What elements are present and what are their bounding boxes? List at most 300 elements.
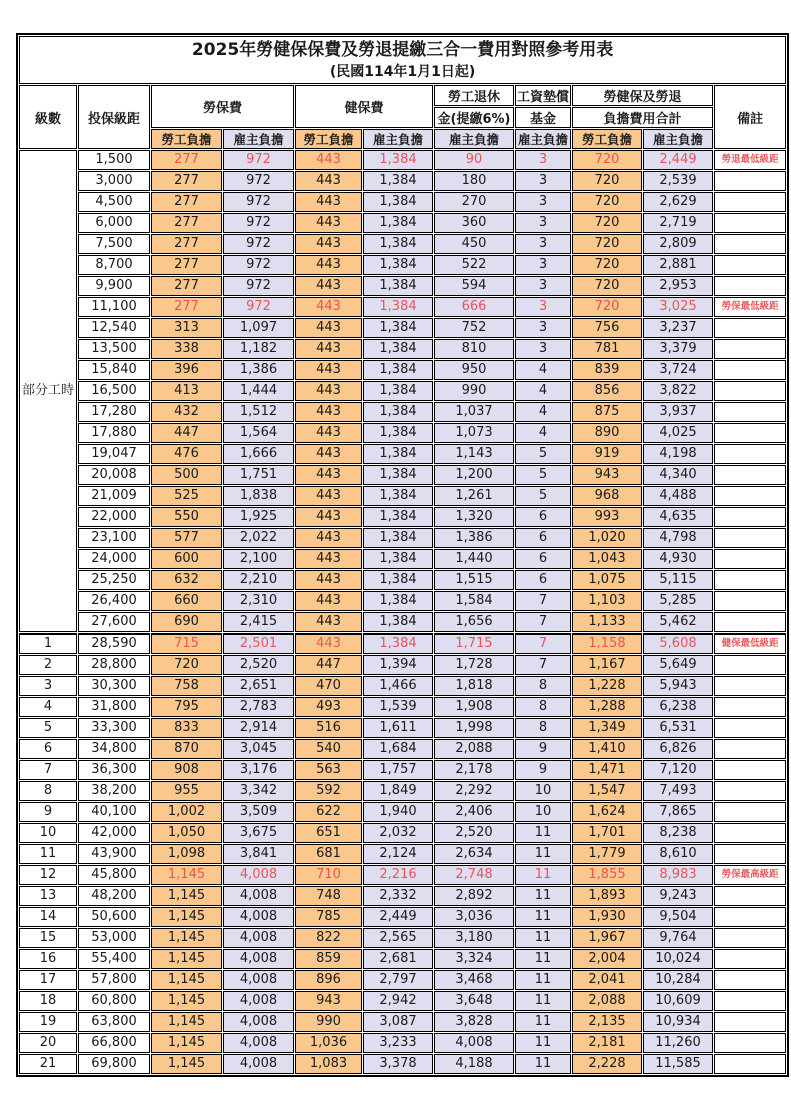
pension-employer-cell: 990 [434, 381, 514, 401]
health-employee-cell: 710 [295, 865, 362, 885]
table-row [19, 781, 786, 801]
labor-employer-cell: 972 [223, 276, 294, 296]
health-employer-cell: 2,681 [363, 949, 433, 969]
health-employer-cell: 3,378 [363, 1054, 433, 1074]
total-employer-cell: 2,629 [643, 192, 713, 212]
wage-fund-employer-cell: 11 [515, 1033, 571, 1053]
wage-fund-employer-cell: 7 [515, 655, 571, 675]
labor-employee-cell: 1,002 [151, 802, 222, 822]
total-employer-cell: 10,024 [643, 949, 713, 969]
pension-employer-cell: 1,715 [434, 633, 514, 654]
note-cell: 勞退最低級距 [714, 150, 786, 170]
total-employee-cell: 856 [572, 381, 642, 401]
labor-employer-cell: 3,176 [223, 760, 294, 780]
bracket-cell: 28,590 [78, 633, 150, 654]
health-employer-cell: 1,466 [363, 676, 433, 696]
labor-employer-cell: 2,651 [223, 676, 294, 696]
note-cell [714, 507, 786, 527]
note-cell [714, 718, 786, 738]
pension-employer-cell: 3,648 [434, 991, 514, 1011]
total-employer-cell: 7,865 [643, 802, 713, 822]
total-employer-cell: 2,809 [643, 234, 713, 254]
level-cell: 19 [19, 1012, 77, 1032]
total-employee-cell: 720 [572, 297, 642, 317]
pension-employer-cell: 2,634 [434, 844, 514, 864]
total-employee-cell: 720 [572, 192, 642, 212]
note-cell [714, 318, 786, 338]
total-employee-cell: 1,701 [572, 823, 642, 843]
health-employee-cell: 1,036 [295, 1033, 362, 1053]
health-employer-cell: 2,797 [363, 970, 433, 990]
total-employee-cell: 756 [572, 318, 642, 338]
wage-fund-employer-cell: 4 [515, 423, 571, 443]
labor-employee-cell: 277 [151, 192, 222, 212]
table-row [19, 823, 786, 843]
table-row [19, 844, 786, 864]
labor-employee-cell: 1,145 [151, 907, 222, 927]
health-employer-cell: 1,384 [363, 486, 433, 506]
labor-employer-cell: 1,444 [223, 381, 294, 401]
table-row [19, 1012, 786, 1032]
labor-employee-cell: 277 [151, 276, 222, 296]
labor-employee-cell: 413 [151, 381, 222, 401]
note-cell [714, 760, 786, 780]
labor-employer-cell: 4,008 [223, 1012, 294, 1032]
total-employee-cell: 720 [572, 213, 642, 233]
note-cell [714, 928, 786, 948]
wage-fund-employer-cell: 11 [515, 928, 571, 948]
level-cell: 20 [19, 1033, 77, 1053]
total-employer-cell: 2,539 [643, 171, 713, 191]
subheader-health-employer: 雇主負擔 [363, 129, 433, 149]
table-row [19, 192, 786, 212]
labor-employer-cell: 1,925 [223, 507, 294, 527]
table-row [19, 591, 786, 611]
health-employer-cell: 3,233 [363, 1033, 433, 1053]
total-employee-cell: 781 [572, 339, 642, 359]
wage-fund-employer-cell: 11 [515, 1054, 571, 1074]
total-employee-cell: 1,471 [572, 760, 642, 780]
labor-employee-cell: 447 [151, 423, 222, 443]
labor-employer-cell: 972 [223, 255, 294, 275]
level-cell: 7 [19, 760, 77, 780]
bracket-cell: 38,200 [78, 781, 150, 801]
pension-employer-cell: 1,728 [434, 655, 514, 675]
level-cell: 13 [19, 886, 77, 906]
total-employer-cell: 3,937 [643, 402, 713, 422]
level-cell: 8 [19, 781, 77, 801]
labor-employer-cell: 2,501 [223, 633, 294, 654]
health-employee-cell: 443 [295, 339, 362, 359]
col-header-level: 級數 [19, 85, 77, 149]
labor-employee-cell: 1,050 [151, 823, 222, 843]
bracket-cell: 55,400 [78, 949, 150, 969]
labor-employer-cell: 1,564 [223, 423, 294, 443]
note-cell [714, 739, 786, 759]
labor-employee-cell: 525 [151, 486, 222, 506]
pension-employer-cell: 1,261 [434, 486, 514, 506]
health-employee-cell: 443 [295, 486, 362, 506]
health-employee-cell: 592 [295, 781, 362, 801]
total-employee-cell: 720 [572, 171, 642, 191]
pension-employer-cell: 1,386 [434, 528, 514, 548]
labor-employee-cell: 1,145 [151, 970, 222, 990]
bracket-cell: 13,500 [78, 339, 150, 359]
total-employer-cell: 10,284 [643, 970, 713, 990]
wage-fund-employer-cell: 8 [515, 718, 571, 738]
labor-employer-cell: 972 [223, 297, 294, 317]
total-employer-cell: 9,243 [643, 886, 713, 906]
bracket-cell: 3,000 [78, 171, 150, 191]
note-cell [714, 591, 786, 611]
level-cell: 5 [19, 718, 77, 738]
bracket-cell: 60,800 [78, 991, 150, 1011]
note-cell [714, 1012, 786, 1032]
health-employee-cell: 540 [295, 739, 362, 759]
health-employer-cell: 1,384 [363, 507, 433, 527]
wage-fund-employer-cell: 10 [515, 802, 571, 822]
wage-fund-employer-cell: 4 [515, 381, 571, 401]
pension-employer-cell: 90 [434, 150, 514, 170]
table-row [19, 465, 786, 485]
bracket-cell: 11,100 [78, 297, 150, 317]
labor-employer-cell: 1,838 [223, 486, 294, 506]
bracket-cell: 25,250 [78, 570, 150, 590]
labor-employer-cell: 972 [223, 171, 294, 191]
health-employee-cell: 443 [295, 297, 362, 317]
note-cell [714, 444, 786, 464]
wage-fund-employer-cell: 11 [515, 970, 571, 990]
health-employer-cell: 2,032 [363, 823, 433, 843]
bracket-cell: 20,008 [78, 465, 150, 485]
level-cell: 1 [19, 633, 77, 654]
total-employee-cell: 2,181 [572, 1033, 642, 1053]
table-row [19, 318, 786, 338]
wage-fund-employer-cell: 4 [515, 402, 571, 422]
labor-employee-cell: 550 [151, 507, 222, 527]
labor-employee-cell: 1,145 [151, 1012, 222, 1032]
labor-employer-cell: 2,210 [223, 570, 294, 590]
total-employee-cell: 1,349 [572, 718, 642, 738]
health-employer-cell: 1,384 [363, 591, 433, 611]
pension-employer-cell: 1,584 [434, 591, 514, 611]
note-cell [714, 970, 786, 990]
bracket-cell: 50,600 [78, 907, 150, 927]
labor-employer-cell: 4,008 [223, 949, 294, 969]
level-cell: 18 [19, 991, 77, 1011]
bracket-cell: 26,400 [78, 591, 150, 611]
health-employee-cell: 443 [295, 570, 362, 590]
note-cell [714, 676, 786, 696]
health-employee-cell: 443 [295, 549, 362, 569]
pension-employer-cell: 450 [434, 234, 514, 254]
total-employer-cell: 4,798 [643, 528, 713, 548]
table-row [19, 402, 786, 422]
table-row [19, 907, 786, 927]
labor-employee-cell: 432 [151, 402, 222, 422]
table-row [19, 381, 786, 401]
pension-employer-cell: 180 [434, 171, 514, 191]
labor-employee-cell: 277 [151, 255, 222, 275]
labor-employer-cell: 1,512 [223, 402, 294, 422]
health-employer-cell: 1,384 [363, 423, 433, 443]
total-employee-cell: 1,133 [572, 612, 642, 632]
bracket-cell: 69,800 [78, 1054, 150, 1074]
health-employer-cell: 1,384 [363, 297, 433, 317]
total-employer-cell: 7,120 [643, 760, 713, 780]
note-cell [714, 234, 786, 254]
level-cell: 16 [19, 949, 77, 969]
bracket-cell: 43,900 [78, 844, 150, 864]
labor-employee-cell: 476 [151, 444, 222, 464]
subheader-labor-employer: 雇主負擔 [223, 129, 294, 149]
note-cell [714, 381, 786, 401]
table-row [19, 633, 786, 654]
subheader-health-employee: 勞工負擔 [295, 129, 362, 149]
total-employer-cell: 5,115 [643, 570, 713, 590]
labor-employee-cell: 908 [151, 760, 222, 780]
pension-employer-cell: 270 [434, 192, 514, 212]
health-employer-cell: 1,940 [363, 802, 433, 822]
note-cell [714, 949, 786, 969]
table-row [19, 360, 786, 380]
note-cell: 勞保最低級距 [714, 297, 786, 317]
labor-employee-cell: 1,145 [151, 865, 222, 885]
table-header [19, 36, 786, 149]
total-employer-cell: 8,238 [643, 823, 713, 843]
total-employer-cell: 5,462 [643, 612, 713, 632]
level-cell: 14 [19, 907, 77, 927]
total-employee-cell: 1,228 [572, 676, 642, 696]
health-employee-cell: 563 [295, 760, 362, 780]
pension-employer-cell: 3,180 [434, 928, 514, 948]
total-employee-cell: 1,930 [572, 907, 642, 927]
pension-employer-cell: 522 [434, 255, 514, 275]
note-cell [714, 781, 786, 801]
health-employee-cell: 443 [295, 507, 362, 527]
health-employee-cell: 443 [295, 423, 362, 443]
total-employee-cell: 720 [572, 276, 642, 296]
labor-employer-cell: 1,386 [223, 360, 294, 380]
wage-fund-employer-cell: 8 [515, 697, 571, 717]
total-employer-cell: 5,285 [643, 591, 713, 611]
total-employer-cell: 6,826 [643, 739, 713, 759]
bracket-cell: 40,100 [78, 802, 150, 822]
health-employer-cell: 1,384 [363, 276, 433, 296]
pension-employer-cell: 1,998 [434, 718, 514, 738]
subheader-labor-employee: 勞工負擔 [151, 129, 222, 149]
note-cell [714, 1033, 786, 1053]
note-cell [714, 1054, 786, 1074]
health-employee-cell: 443 [295, 591, 362, 611]
labor-employee-cell: 1,145 [151, 1054, 222, 1074]
labor-employer-cell: 3,675 [223, 823, 294, 843]
note-cell [714, 423, 786, 443]
bracket-cell: 7,500 [78, 234, 150, 254]
total-employer-cell: 9,764 [643, 928, 713, 948]
labor-employee-cell: 720 [151, 655, 222, 675]
pension-employer-cell: 2,406 [434, 802, 514, 822]
pension-employer-cell: 1,908 [434, 697, 514, 717]
total-employer-cell: 8,610 [643, 844, 713, 864]
table-row [19, 213, 786, 233]
wage-fund-employer-cell: 3 [515, 318, 571, 338]
col-header-labor-insurance: 勞保費 [151, 85, 294, 128]
note-cell [714, 802, 786, 822]
total-employer-cell: 2,719 [643, 213, 713, 233]
labor-employer-cell: 4,008 [223, 907, 294, 927]
total-employer-cell: 8,983 [643, 865, 713, 885]
labor-employer-cell: 972 [223, 213, 294, 233]
labor-employer-cell: 4,008 [223, 970, 294, 990]
health-employer-cell: 1,384 [363, 465, 433, 485]
table-row [19, 444, 786, 464]
total-employer-cell: 11,585 [643, 1054, 713, 1074]
bracket-cell: 12,540 [78, 318, 150, 338]
table-row [19, 718, 786, 738]
total-employer-cell: 4,340 [643, 465, 713, 485]
subheader-pension-employer: 雇主負擔 [434, 129, 514, 149]
pension-employer-cell: 4,188 [434, 1054, 514, 1074]
note-cell [714, 486, 786, 506]
wage-fund-employer-cell: 9 [515, 739, 571, 759]
pension-employer-cell: 1,143 [434, 444, 514, 464]
total-employee-cell: 2,088 [572, 991, 642, 1011]
pension-employer-cell: 1,073 [434, 423, 514, 443]
table-row [19, 276, 786, 296]
health-employee-cell: 443 [295, 633, 362, 654]
bracket-cell: 24,000 [78, 549, 150, 569]
labor-employee-cell: 795 [151, 697, 222, 717]
subheader-total-employer: 雇主負擔 [643, 129, 713, 149]
pension-employer-cell: 2,748 [434, 865, 514, 885]
labor-employer-cell: 1,097 [223, 318, 294, 338]
pension-employer-cell: 1,037 [434, 402, 514, 422]
table-row [19, 676, 786, 696]
col-header-health-insurance: 健保費 [295, 85, 433, 128]
note-cell [714, 697, 786, 717]
wage-fund-employer-cell: 9 [515, 760, 571, 780]
labor-employer-cell: 2,310 [223, 591, 294, 611]
wage-fund-employer-cell: 3 [515, 255, 571, 275]
table-title: 2025年勞健保保費及勞退提繳三合一費用對照參考用表 [191, 40, 614, 60]
labor-employer-cell: 1,666 [223, 444, 294, 464]
total-employer-cell: 4,198 [643, 444, 713, 464]
total-employer-cell: 3,025 [643, 297, 713, 317]
note-cell [714, 339, 786, 359]
table-body [19, 150, 786, 1074]
health-employee-cell: 990 [295, 1012, 362, 1032]
total-employer-cell: 2,953 [643, 276, 713, 296]
bracket-cell: 27,600 [78, 612, 150, 632]
wage-fund-employer-cell: 6 [515, 549, 571, 569]
table-row [19, 507, 786, 527]
total-employer-cell: 3,822 [643, 381, 713, 401]
table-row [19, 865, 786, 885]
pension-employer-cell: 1,320 [434, 507, 514, 527]
pension-employer-cell: 3,468 [434, 970, 514, 990]
note-cell: 勞保最高級距 [714, 865, 786, 885]
bracket-cell: 33,300 [78, 718, 150, 738]
labor-employer-cell: 972 [223, 192, 294, 212]
health-employee-cell: 493 [295, 697, 362, 717]
wage-fund-employer-cell: 3 [515, 213, 571, 233]
health-employee-cell: 443 [295, 213, 362, 233]
labor-employer-cell: 972 [223, 150, 294, 170]
note-cell [714, 360, 786, 380]
level-cell: 3 [19, 676, 77, 696]
health-employee-cell: 859 [295, 949, 362, 969]
health-employee-cell: 622 [295, 802, 362, 822]
wage-fund-employer-cell: 5 [515, 465, 571, 485]
labor-employee-cell: 1,145 [151, 991, 222, 1011]
wage-fund-employer-cell: 11 [515, 991, 571, 1011]
health-employer-cell: 1,684 [363, 739, 433, 759]
health-employee-cell: 443 [295, 276, 362, 296]
health-employer-cell: 3,087 [363, 1012, 433, 1032]
wage-fund-employer-cell: 6 [515, 570, 571, 590]
labor-employer-cell: 4,008 [223, 886, 294, 906]
labor-employee-cell: 660 [151, 591, 222, 611]
wage-fund-employer-cell: 3 [515, 150, 571, 170]
health-employer-cell: 1,384 [363, 213, 433, 233]
pension-employer-cell: 666 [434, 297, 514, 317]
pension-employer-cell: 752 [434, 318, 514, 338]
health-employer-cell: 2,942 [363, 991, 433, 1011]
note-cell: 健保最低級距 [714, 633, 786, 654]
health-employee-cell: 785 [295, 907, 362, 927]
total-employer-cell: 7,493 [643, 781, 713, 801]
note-cell [714, 213, 786, 233]
pension-employer-cell: 594 [434, 276, 514, 296]
health-employer-cell: 2,565 [363, 928, 433, 948]
health-employer-cell: 1,384 [363, 633, 433, 654]
wage-fund-employer-cell: 3 [515, 171, 571, 191]
total-employer-cell: 5,943 [643, 676, 713, 696]
health-employer-cell: 1,539 [363, 697, 433, 717]
table-row [19, 255, 786, 275]
labor-employer-cell: 3,509 [223, 802, 294, 822]
total-employee-cell: 839 [572, 360, 642, 380]
col-header-pension-line1: 勞工退休 [434, 85, 514, 106]
total-employee-cell: 2,135 [572, 1012, 642, 1032]
pension-employer-cell: 2,892 [434, 886, 514, 906]
total-employer-cell: 3,379 [643, 339, 713, 359]
bracket-cell: 8,700 [78, 255, 150, 275]
health-employee-cell: 443 [295, 612, 362, 632]
wage-fund-employer-cell: 3 [515, 339, 571, 359]
labor-employee-cell: 870 [151, 739, 222, 759]
wage-fund-employer-cell: 6 [515, 507, 571, 527]
pension-employer-cell: 1,200 [434, 465, 514, 485]
labor-employer-cell: 2,100 [223, 549, 294, 569]
table-row [19, 697, 786, 717]
total-employer-cell: 5,649 [643, 655, 713, 675]
pension-employer-cell: 1,818 [434, 676, 514, 696]
table-row [19, 486, 786, 506]
total-employee-cell: 1,855 [572, 865, 642, 885]
total-employer-cell: 11,260 [643, 1033, 713, 1053]
health-employee-cell: 443 [295, 150, 362, 170]
health-employee-cell: 443 [295, 528, 362, 548]
total-employer-cell: 5,608 [643, 633, 713, 654]
level-cell: 11 [19, 844, 77, 864]
bracket-cell: 21,009 [78, 486, 150, 506]
health-employer-cell: 1,384 [363, 234, 433, 254]
total-employee-cell: 1,103 [572, 591, 642, 611]
wage-fund-employer-cell: 3 [515, 297, 571, 317]
note-cell [714, 612, 786, 632]
